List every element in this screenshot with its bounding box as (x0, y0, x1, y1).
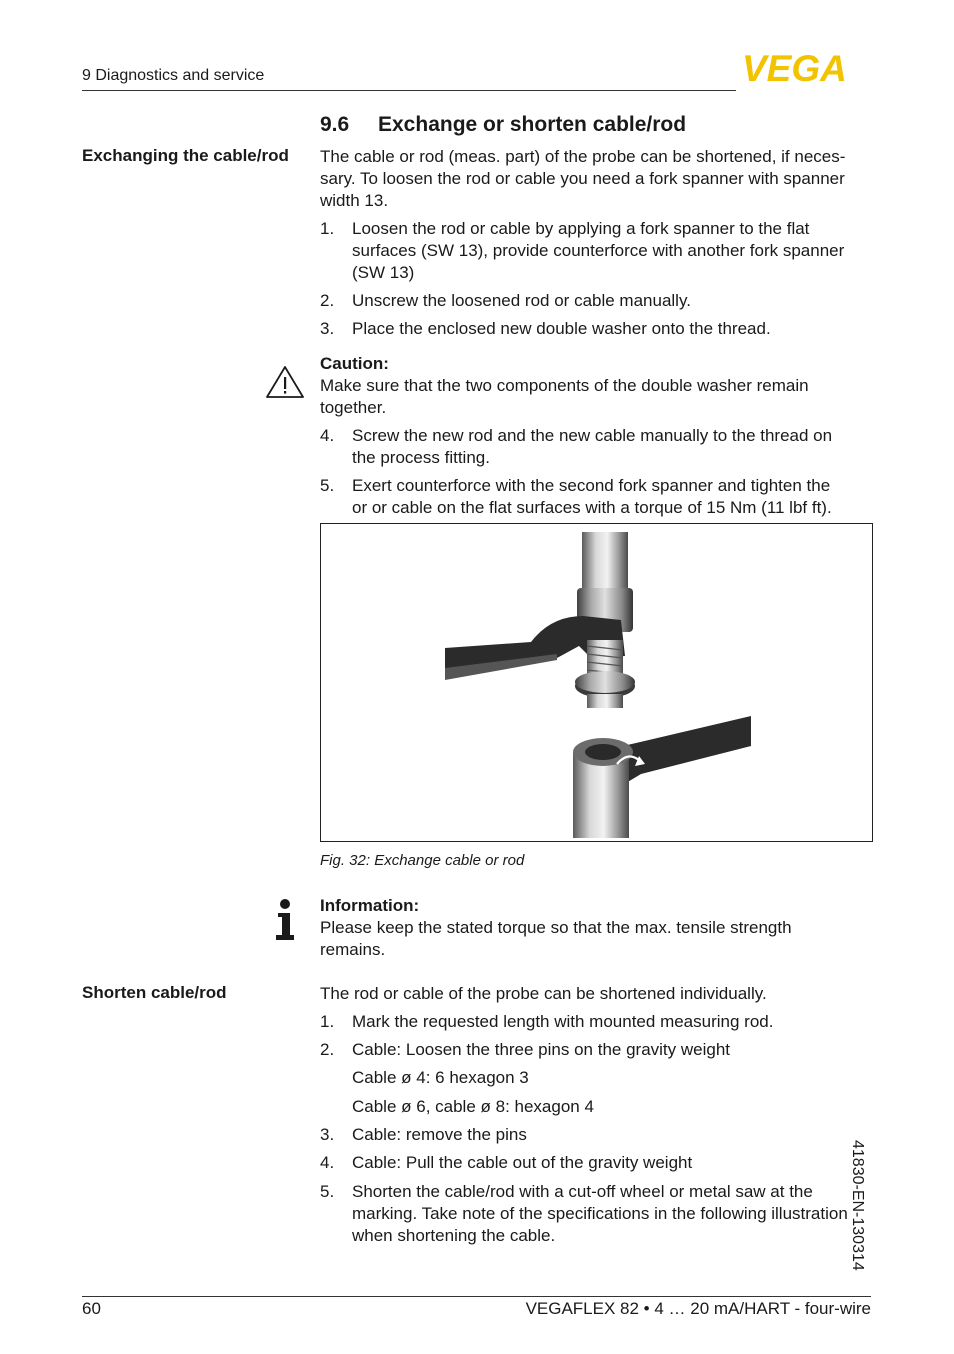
upper-rod (582, 532, 628, 594)
list-item (320, 1124, 876, 1146)
exchange-intro (320, 146, 876, 212)
step-line: Shorten the cable/rod with a cut-off wheel or metal saw at the (352, 1182, 813, 1201)
chapter-header: 9 Diagnostics and service (82, 67, 265, 84)
list-item (320, 1181, 876, 1247)
step-line: Loosen the rod or cable by applying a fork spanner to the flat (352, 219, 810, 238)
step-text (352, 1181, 876, 1247)
vega-logo (742, 52, 872, 84)
footer-rule (82, 1296, 871, 1297)
information-note (320, 895, 876, 961)
header-rule (82, 90, 736, 91)
side-label-exchange: Exchanging the cable/rod (82, 146, 289, 165)
step-text (352, 425, 876, 469)
list-item (320, 290, 876, 312)
list-item (320, 1039, 876, 1061)
information-line: remains. (320, 940, 386, 959)
caution-note (320, 353, 876, 419)
figure-exchange-cable-rod (320, 523, 873, 842)
figure-caption: Fig. 32: Exchange cable or rod (320, 852, 525, 869)
caution-title: Caution: (320, 354, 389, 373)
step-number: 2. (320, 1040, 335, 1059)
sub-line: Cable ø 6, cable ø 8: hexagon 4 (352, 1097, 594, 1116)
sub-line: Cable ø 4: 6 hexagon 3 (352, 1068, 529, 1087)
step-number: 5. (320, 476, 335, 495)
step-text: Cable: Pull the cable out of the gravity weight (352, 1153, 693, 1172)
step-text (352, 475, 876, 519)
page-number: 60 (82, 1299, 101, 1318)
step-number: 1. (320, 1012, 335, 1031)
caution-line: together. (320, 398, 387, 417)
list-item (320, 425, 876, 469)
spanner-illustration (321, 524, 871, 840)
list-item (320, 475, 876, 519)
document-code: 41830-EN-130314 (849, 1140, 866, 1271)
step-text: Cable: remove the pins (352, 1125, 527, 1144)
step-line: Exert counterforce with the second fork spanner and tighten the (352, 476, 831, 495)
intro-line: width 13. (320, 191, 389, 210)
section-title-text: Exchange or shorten cable/rod (378, 113, 687, 136)
information-line: Please keep the stated torque so that the max. tensile strength (320, 918, 792, 937)
step-text: Mark the requested length with mounted measuring rod. (352, 1012, 774, 1031)
warning-triangle-icon (265, 365, 305, 399)
list-item (320, 1152, 876, 1174)
logo-text: VEGA (742, 52, 847, 84)
step-line: Screw the new rod and the new cable manually to the thread on (352, 426, 833, 445)
step-number: 3. (320, 319, 335, 338)
step-line: the process fitting. (352, 448, 490, 467)
information-title: Information: (320, 896, 420, 915)
intro-line: sary. To loosen the rod or cable you need a fork spanner with spanner (320, 169, 845, 188)
step-number: 2. (320, 291, 335, 310)
step-line: marking. Take note of the specifications in the following illustration (352, 1204, 848, 1223)
intro-line: The cable or rod (meas. part) of the probe can be shortened, if neces- (320, 147, 846, 166)
step-text (352, 218, 876, 284)
step-number: 5. (320, 1182, 335, 1201)
step-number: 4. (320, 426, 335, 445)
shorten-intro: The rod or cable of the probe can be shortened individually. (320, 984, 767, 1003)
step-text: Cable: Loosen the three pins on the gravity weight (352, 1040, 731, 1059)
caution-line: Make sure that the two components of the double washer remain (320, 376, 809, 395)
step-text: Unscrew the loosened rod or cable manually. (352, 291, 691, 310)
footer-title: VEGAFLEX 82 • 4 … 20 mA/HART - four-wire (525, 1299, 871, 1318)
step-text: Place the enclosed new double washer onto the thread. (352, 319, 771, 338)
step-line: (SW 13) (352, 263, 415, 282)
step-number: 1. (320, 219, 335, 238)
step-number: 3. (320, 1125, 335, 1144)
step-line: or or cable on the flat surfaces with a torque of 15 Nm (11 lbf ft). (352, 498, 832, 517)
list-item (320, 318, 876, 340)
section-number: 9.6 (320, 113, 350, 136)
section-title (320, 113, 686, 137)
side-label-shorten: Shorten cable/rod (82, 983, 227, 1002)
list-item (320, 218, 876, 284)
information-icon (274, 898, 296, 942)
step-line: surfaces (SW 13), provide counterforce with another fork spanner (352, 241, 845, 260)
list-item (320, 1011, 876, 1033)
step-number: 4. (320, 1153, 335, 1172)
step-line: when shortening the cable. (352, 1226, 556, 1245)
